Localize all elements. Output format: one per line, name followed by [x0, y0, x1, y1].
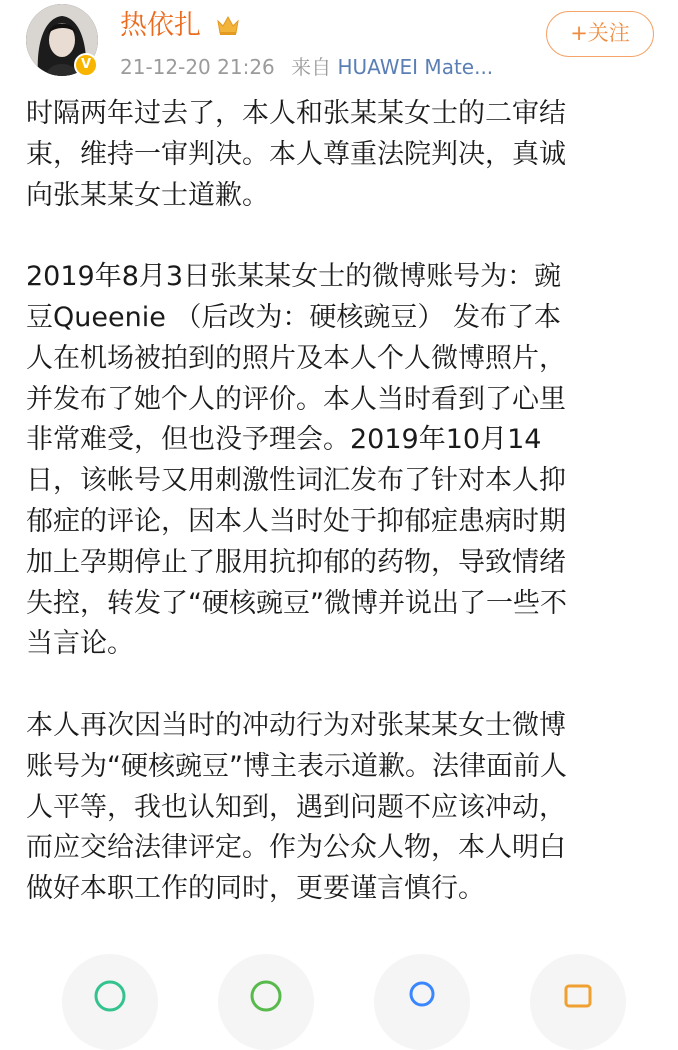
search-action[interactable]: [374, 954, 470, 1050]
globe-icon: [246, 976, 286, 1016]
image-action[interactable]: [530, 954, 626, 1050]
verified-badge-icon: V: [74, 53, 98, 77]
post-content: [26, 94, 666, 910]
post-timestamp: 21-12-20 21:26: [120, 55, 275, 79]
browser-action[interactable]: [218, 954, 314, 1050]
username[interactable]: 热依扎: [120, 10, 201, 41]
post-paragraph: 本人再次因当时的冲动行为对张某某女士微博 账号为“硬核豌豆”博主表示道歉。法律面前人 人平等，我也认知到，遇到问题不应该冲动， 而应交给法律评定。作为公众人物，本人明白 做好本职工作的同时，更要谨言慎行。: [26, 709, 567, 905]
post-header: [0, 0, 678, 92]
post-paragraph: 时隔两年过去了，本人和张某某女士的二审结 束，维持一审判决。本人尊重法院判决，真诚 向张某某女士道歉。: [26, 98, 566, 211]
crown-icon: [215, 12, 241, 38]
post-meta: [120, 54, 493, 80]
post-paragraph: 2019年8月3日张某某女士的微博账号为：豌 豆Queenie （后改为：硬核豌豆） 发布了本 人在机场被拍到的照片及本人个人微博照片， 并发布了她个人的评价。本人当时看到了心里 非常难受，但也没予理会。2019年10月14 日，该帐号又用刺激性词汇发布了针对本人抑 郁症的评论，因本人当时处于抑郁症患病时期 加上孕期停止了服用抗抑郁的药物，导致情绪 失控，转发了“硬核豌豆”微博并说出了一些不 当言论。: [26, 261, 567, 660]
device-source-link[interactable]: HUAWEI Mate...: [337, 55, 494, 79]
action-bar: [0, 940, 678, 1000]
source-prefix: 来自: [291, 55, 332, 79]
share-icon: [90, 976, 130, 1016]
share-action[interactable]: [62, 954, 158, 1050]
search-icon: [402, 976, 442, 1016]
follow-button[interactable]: +关注: [546, 11, 654, 57]
image-icon: [558, 976, 598, 1016]
